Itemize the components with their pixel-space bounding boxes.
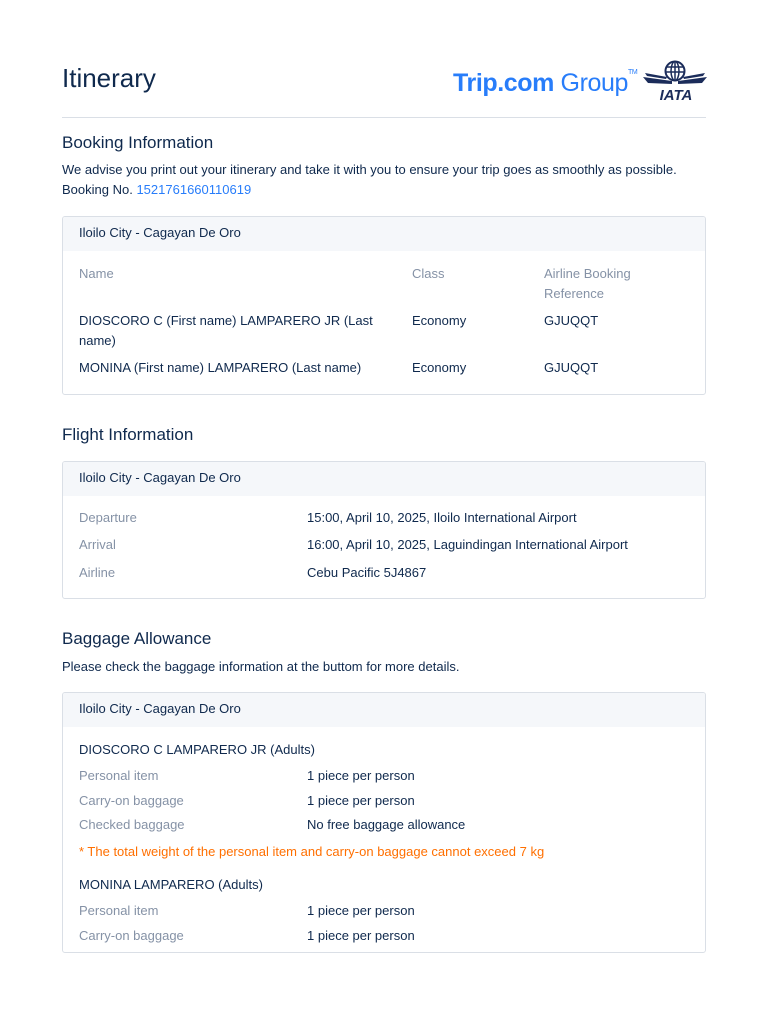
bp2-personal-value: 1 piece per person [307, 903, 415, 918]
airline-label: Airline [79, 565, 116, 580]
bp2-carryon-label: Carry-on baggage [79, 928, 184, 943]
col-ref-header: Airline Booking Reference [544, 266, 631, 301]
iata-text: IATA [659, 87, 693, 102]
page-header [62, 0, 706, 118]
passenger-2-ref: GJUQQT [544, 360, 599, 375]
flight-section-title: Flight Information [62, 425, 194, 444]
bp1-carryon-label: Carry-on baggage [79, 793, 184, 808]
col-class-header: Class [412, 266, 445, 281]
booking-number-label: Booking No. [62, 182, 133, 197]
flight-route: Iloilo City - Cagayan De Oro [63, 462, 705, 496]
bp2-personal-label: Personal item [79, 903, 159, 918]
baggage-section-title: Baggage Allowance [62, 629, 212, 648]
baggage-route: Iloilo City - Cagayan De Oro [63, 693, 705, 727]
booking-number-line [62, 180, 251, 200]
booking-number-link[interactable]: 1521761660110619 [136, 182, 252, 197]
bp1-personal-label: Personal item [79, 768, 159, 783]
brand-trip: Trip.com [453, 69, 554, 97]
passenger-1-ref: GJUQQT [544, 313, 599, 328]
flight-card [62, 461, 706, 599]
itinerary-page [62, 0, 706, 943]
departure-label: Departure [79, 510, 137, 525]
baggage-note: Please check the baggage information at the buttom for more details. [62, 659, 460, 674]
tripcom-group-logo [453, 69, 637, 98]
booking-card [62, 216, 706, 395]
bp1-personal-value: 1 piece per person [307, 768, 415, 783]
bp1-carryon-value: 1 piece per person [307, 793, 415, 808]
passenger-2-name: MONINA (First name) LAMPARERO (Last name) [79, 360, 362, 375]
passenger-2-class: Economy [412, 360, 467, 375]
passenger-1-name: DIOSCORO C (First name) LAMPARERO JR (Last name) [79, 313, 373, 348]
booking-route: Iloilo City - Cagayan De Oro [63, 217, 705, 251]
bp2-carryon-value: 1 piece per person [307, 928, 415, 943]
airline-value: Cebu Pacific 5J4867 [307, 565, 427, 580]
arrival-value: 16:00, April 10, 2025, Laguindingan International Airport [307, 537, 628, 552]
bp1-checked-value: No free baggage allowance [307, 817, 466, 832]
baggage-card [62, 692, 706, 953]
baggage-passenger-1-name: DIOSCORO C LAMPARERO JR (Adults) [79, 742, 315, 757]
baggage-passenger-2-name: MONINA LAMPARERO (Adults) [79, 877, 263, 892]
departure-value: 15:00, April 10, 2025, Iloilo International Airport [307, 510, 577, 525]
brand-group: Group [560, 69, 629, 97]
brand-tm: TM [628, 69, 638, 76]
passenger-1-class: Economy [412, 313, 467, 328]
page-title: Itinerary [62, 63, 156, 93]
bp1-checked-label: Checked baggage [79, 817, 185, 832]
arrival-label: Arrival [79, 537, 116, 552]
iata-logo-icon [642, 60, 708, 102]
booking-section-title: Booking Information [62, 133, 214, 152]
col-name-header: Name [79, 266, 114, 281]
booking-advice: We advise you print out your itinerary and take it with you to ensure your trip goes as smoothly as possible. [62, 162, 677, 177]
baggage-weight-warning: * The total weight of the personal item and carry-on baggage cannot exceed 7 kg [79, 844, 545, 859]
